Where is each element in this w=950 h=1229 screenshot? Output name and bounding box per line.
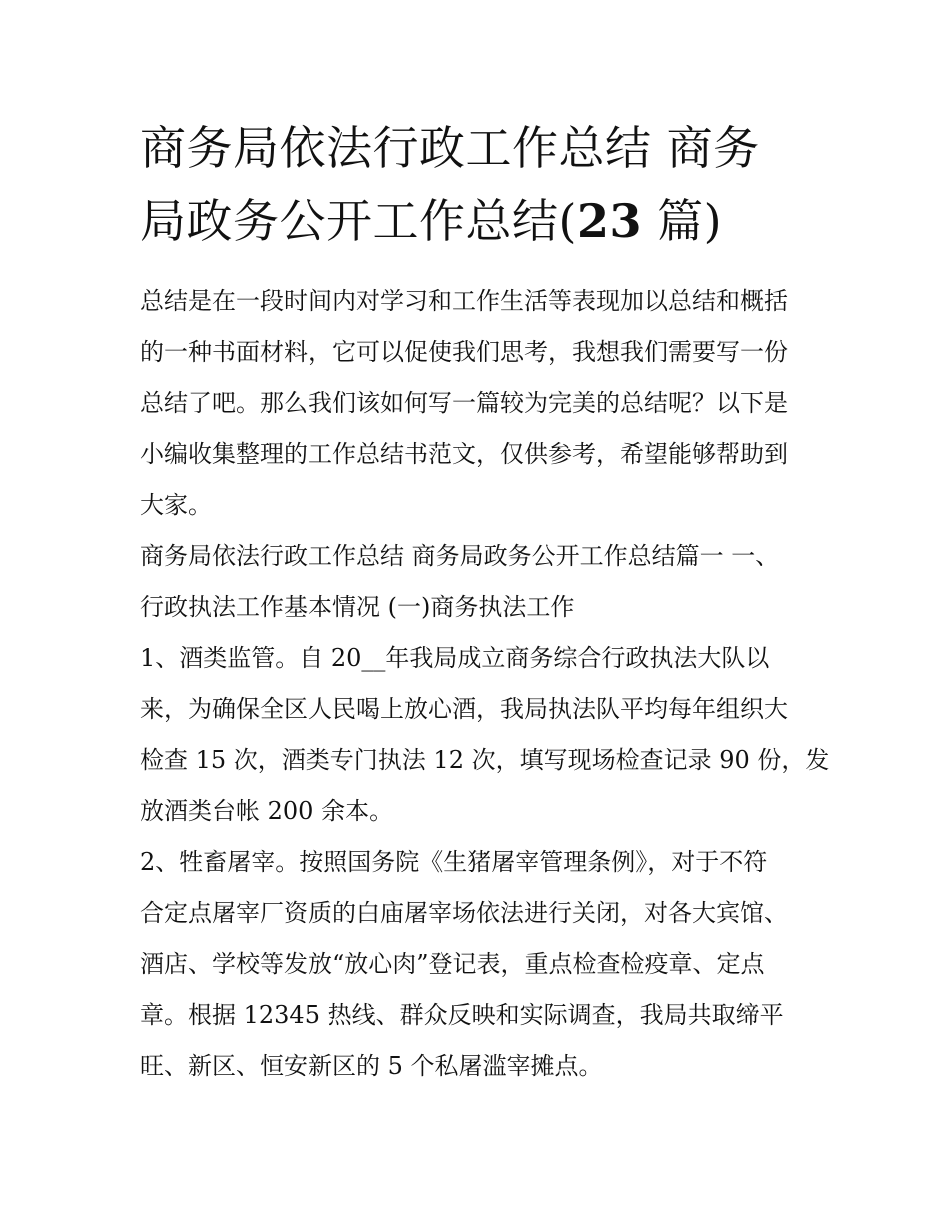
title-line-2-suffix: 篇): [641, 194, 723, 248]
document-body: [140, 276, 830, 1092]
text-line: 来，为确保全区人民喝上放心酒，我局执法队平均每年组织大: [140, 695, 788, 723]
text-line: 放酒类台帐 200 余本。: [140, 797, 394, 825]
paragraph-intro: [140, 276, 820, 531]
text-line: 旺、新区、恒安新区的 5 个私屠滥宰摊点。: [140, 1052, 603, 1080]
text-line: 总结是在一段时间内对学习和工作生活等表现加以总结和概括: [140, 287, 788, 315]
text-line: 小编收集整理的工作总结书范文，仅供参考，希望能够帮助到: [140, 440, 788, 468]
text-line: 合定点屠宰厂资质的白庙屠宰场依法进行关闭，对各大宾馆、: [140, 899, 788, 927]
text-line: 行政执法工作基本情况 (一)商务执法工作: [140, 593, 575, 621]
text-line: 酒店、学校等发放“放心肉”登记表，重点检查检疫章、定点: [140, 950, 765, 978]
text-line: 章。根据 12345 热线、群众反映和实际调查，我局共取缔平: [140, 1001, 784, 1029]
text-line: 商务局依法行政工作总结 商务局政务公开工作总结篇一 一、: [140, 542, 780, 570]
title-line-1: 商务局依法行政工作总结 商务: [140, 121, 760, 175]
document-title: [140, 112, 820, 258]
text-line: 2、牲畜屠宰。按照国务院《生猪屠宰管理条例》，对于不符: [140, 848, 768, 876]
title-count: 23: [576, 194, 642, 248]
text-line: 1、酒类监管。自 20__年我局成立商务综合行政执法大队以: [140, 644, 770, 672]
text-line: 总结了吧。那么我们该如何写一篇较为完美的总结呢？以下是: [140, 389, 788, 417]
paragraph-item-1: [140, 633, 830, 837]
paragraph-section-heading: [140, 531, 820, 633]
title-line-2-text: 局政务公开工作总结(: [140, 194, 577, 248]
paragraph-item-2: [140, 837, 820, 1092]
title-line-2: [140, 185, 820, 258]
text-line: 的一种书面材料，它可以促使我们思考，我想我们需要写一份: [140, 338, 788, 366]
text-line: 检查 15 次，酒类专门执法 12 次，填写现场检查记录 90 份，发: [140, 746, 830, 774]
text-line: 大家。: [140, 491, 212, 519]
